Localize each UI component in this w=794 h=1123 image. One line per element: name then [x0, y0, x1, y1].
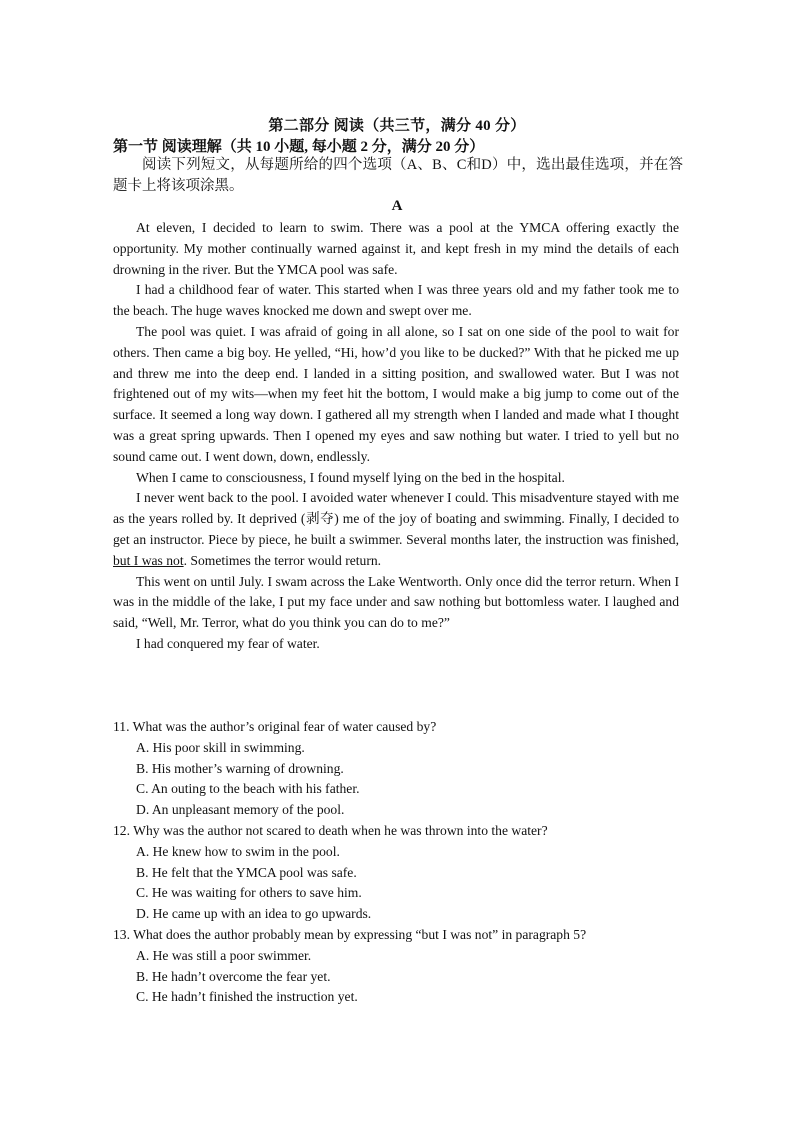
passage-label: A	[391, 198, 403, 214]
paragraph-5-text-after: . Sometimes the terror would return.	[183, 552, 382, 568]
paragraph-6: This went on until July. I swam across the Lake Wentworth. Only once did the terror return. When I was in the middle of the lake, I put my face under and saw nothing but bottomless water. I laughed and said, “Well, Mr. Terror, what do you think you can do to me?”	[113, 573, 679, 631]
option-list	[113, 946, 683, 1008]
instructions: 阅读下列短文，从每题所给的四个选项（A、B、C和D）中，选出最佳选项，并在答题卡上将该项涂黑。	[113, 157, 683, 194]
option-a: A. He was still a poor swimmer.	[136, 947, 312, 963]
underlined-phrase: but I was not	[113, 552, 184, 568]
option-b: B. He felt that the YMCA pool was safe.	[136, 864, 357, 880]
option-a: A. His poor skill in swimming.	[136, 739, 305, 755]
paragraph-5-text-before: I never went back to the pool. I avoided water whenever I could. This misadventure stayed with me as the years rolled by. It deprived (剥夺) me of the joy of boating and swimming. Finally, I decided to get an instructor. Piece by piece, he built a swimmer. Several months later, the instruction was finished,	[113, 490, 679, 547]
option-b: B. His mother’s warning of drowning.	[136, 760, 344, 776]
questions	[113, 717, 683, 1008]
option-d: D. An unpleasant memory of the pool.	[136, 802, 345, 818]
option-list	[113, 842, 683, 925]
option-c: C. An outing to the beach with his father.	[136, 781, 360, 797]
passage	[113, 218, 679, 655]
paragraph-5	[113, 488, 679, 571]
paragraph-3: The pool was quiet. I was afraid of going in all alone, so I sat on one side of the pool to wait for others. Then came a big boy. He yelled, “Hi, how’d you like to be ducked?” With that he picked me up and threw me into the deep end. I landed in a sitting position, and swallowed water. But I was not frightened out of my wits—when my feet hit the bottom, I would make a big jump to come out of the surface. It seemed a long way down. I gathered all my strength when I landed and made what I thought was a great spring upwards. Then I opened my eyes and saw nothing but water. I tried to yell but no sound came out. I went down, down, endlessly.	[113, 323, 679, 464]
question-stem: 12. Why was the author not scared to death when he was thrown into the water?	[113, 822, 548, 838]
question-11	[113, 717, 683, 821]
question-12	[113, 821, 683, 925]
paragraph-1: At eleven, I decided to learn to swim. There was a pool at the YMCA offering exactly the opportunity. My mother continually warned against it, and kept fresh in my mind the details of each drowning in the river. But the YMCA pool was safe.	[113, 220, 679, 277]
option-d: D. He came up with an idea to go upwards.	[136, 906, 372, 922]
paragraph-2: I had a childhood fear of water. This started when I was three years old and my father took me to the beach. The huge waves knocked me down and swept over me.	[113, 282, 679, 319]
question-13	[113, 925, 683, 1008]
part-title: 第二部分 阅读（共三节，满分 40 分）	[268, 118, 526, 134]
question-stem: 11. What was the author’s original fear of water caused by?	[113, 719, 437, 734]
paragraph-7: I had conquered my fear of water.	[136, 635, 320, 651]
option-b: B. He hadn’t overcome the fear yet.	[136, 968, 331, 984]
option-list	[113, 738, 683, 821]
option-c: C. He was waiting for others to save him.	[136, 885, 362, 901]
section-title: 第一节 阅读理解（共 10 小题, 每小题 2 分，满分 20 分）	[113, 139, 485, 155]
paragraph-4: When I came to consciousness, I found myself lying on the bed in the hospital.	[136, 469, 565, 485]
question-stem: 13. What does the author probably mean by expressing “but I was not” in paragraph 5?	[113, 926, 587, 942]
option-c: C. He hadn’t finished the instruction yet.	[136, 989, 358, 1005]
option-a: A. He knew how to swim in the pool.	[136, 843, 340, 859]
